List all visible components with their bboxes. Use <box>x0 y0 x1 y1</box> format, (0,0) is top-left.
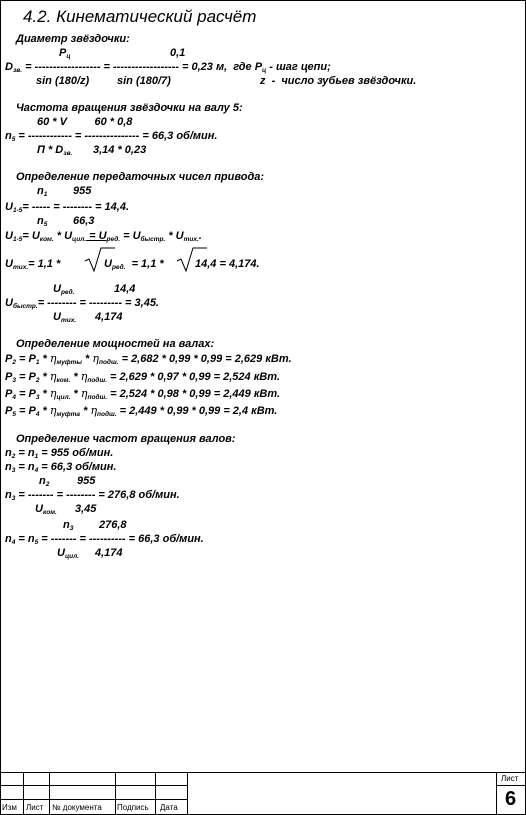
n3-denominator-val: 3,45 <box>75 503 97 515</box>
u-fast-equation: $U_{быстр.}=$ -------- = --------- = 3,45. <box>5 297 159 310</box>
sprocket-numerator-right: 0,1 <box>170 47 186 59</box>
u15-denominator-n: $n_5$ <box>37 215 48 228</box>
shaft5-denominator-left: П * $D_{зв.}$ <box>37 144 73 157</box>
stamp-top-line <box>1 772 525 773</box>
eta-symbol: η <box>49 352 57 365</box>
u15-equation: $U_{1-5}=$ ----- = -------- = 14,4. <box>5 201 129 214</box>
stamp-col-line <box>496 772 497 814</box>
u-tih-radicand-1: $U_{ред.} = 1,1$ * <box>104 258 167 271</box>
sprocket-heading: Диаметр звёздочки: <box>16 33 130 45</box>
stamp-sheet-label: Лист <box>501 774 519 783</box>
speed-n3-n4: $n_3 = n_4 = 66,3$ об/мин. <box>5 461 117 474</box>
stamp-col-list: Лист <box>26 803 44 812</box>
n3-numerator-val: 955 <box>77 475 96 487</box>
u-fast-numerator-u: $U_{ред.}$ <box>53 283 75 296</box>
sprocket-equation: $D_{зв.}$ = ------------------ = ------------------ = 0,23 м, где $P_ц$ - шаг цепи; <box>5 61 331 74</box>
stamp-col-document: № документа <box>52 803 102 812</box>
powers-heading: Определение мощностей на валах: <box>16 338 215 350</box>
shaft5-numerator: 60 * V 60 * 0,8 <box>37 116 133 128</box>
sprocket-denominator-left: sin (180/z) <box>36 75 90 87</box>
eta-symbol: η <box>90 404 98 417</box>
n3-numerator-n: $n_2$ <box>39 475 50 488</box>
sprocket-numerator-left: $P_ц$ <box>59 47 71 60</box>
n3-denominator-u: $U_{ком.}$ <box>35 503 57 516</box>
eta-symbol: η <box>92 352 99 365</box>
n4-denominator-u: $U_{цил.}$ <box>57 547 79 560</box>
stamp-col-line <box>115 772 116 814</box>
u15-numerator-val: 955 <box>73 185 92 197</box>
n4-numerator-n: $n_3$ <box>63 519 74 532</box>
eta-symbol: η <box>49 370 57 383</box>
title-block <box>1 772 525 814</box>
u-fast-numerator-val: 14,4 <box>114 283 136 295</box>
n4-denominator-val: 4,174 <box>95 547 123 559</box>
speed-n2: $n_2 = n_1 = 955$ об/мин. <box>5 447 114 460</box>
eta-symbol: η <box>49 404 57 417</box>
power-row: $P_3 = P_2 * \eta_{ком.} * \eta_{подш.} = 2,629 * 0,97 * 0,99 = 2,524$ кВт. <box>5 370 280 384</box>
n4-equation: $n_4 = n_5$ = ------- = ---------- = 66,3 об/мин. <box>5 533 204 546</box>
stamp-col-signature: Подпись <box>117 803 149 812</box>
speeds-heading: Определение частот вращения валов: <box>16 433 236 445</box>
n4-numerator-val: 276,8 <box>99 519 127 531</box>
stamp-col-date: Дата <box>160 803 178 812</box>
n3-equation: $n_3$ = ------- = -------- = 276,8 об/мин. <box>5 489 180 502</box>
power-row: $P_4 = P_3 * \eta_{цил.} * \eta_{подш.} = 2,524 * 0,98 * 0,99 = 2,449$ кВт. <box>5 387 281 401</box>
section-title: 4.2. Кинематический расчёт <box>23 7 257 26</box>
stamp-sheet-line <box>496 785 525 786</box>
stamp-col-line <box>23 772 24 814</box>
sprocket-note: z - число зубьев звёздочки. <box>260 75 417 87</box>
u-tih-radicand-2: 14,4 = 4,174. <box>195 258 260 270</box>
power-row: $P_5 = P_4 * \eta_{муфта} * \eta_{подш.} = 2,449 * 0,99 * 0,99 = 2,4$ кВт. <box>5 404 278 418</box>
eta-symbol: η <box>80 370 88 383</box>
stamp-sheet-number: 6 <box>505 788 517 810</box>
ratio-product-equation: $U_{1-5}= U_{ком.} * U_{цил.} = U_{ред.} = U_{быстр.} * U_{тих.}$. <box>5 230 202 243</box>
stamp-row-line <box>1 799 187 800</box>
stamp-col-line <box>49 772 50 814</box>
eta-symbol: η <box>49 387 57 400</box>
eta-symbol: η <box>80 387 88 400</box>
stamp-row-line <box>1 785 187 786</box>
shaft5-equation: $n_5$ = ------------ = --------------- = 66,3 об/мин. <box>5 130 218 143</box>
shaft5-heading: Частота вращения звёздочки на валу 5: <box>16 102 243 114</box>
stamp-col-izm: Изм <box>2 803 17 812</box>
u-fast-denominator-val: 4,174 <box>95 311 123 323</box>
ratios-heading: Определение передаточных чисел привода: <box>16 171 265 183</box>
u-tih-lhs: $U_{тих.}= 1,1$ * <box>5 258 64 271</box>
u15-denominator-val: 66,3 <box>73 215 95 227</box>
stamp-col-line <box>155 772 156 814</box>
u15-numerator-n: $n_1$ <box>37 185 48 198</box>
power-row: $P_2 = P_1 * \eta_{муфты} * \eta_{подш.} = 2,682 * 0,99 * 0,99 = 2,629$ кВт. <box>5 352 292 366</box>
sprocket-denominator-right: sin (180/7) <box>117 75 171 87</box>
stamp-col-line <box>187 772 188 814</box>
shaft5-denominator-right: 3,14 * 0,23 <box>93 144 147 156</box>
u-fast-denominator-u: $U_{тих.}$ <box>53 311 77 324</box>
